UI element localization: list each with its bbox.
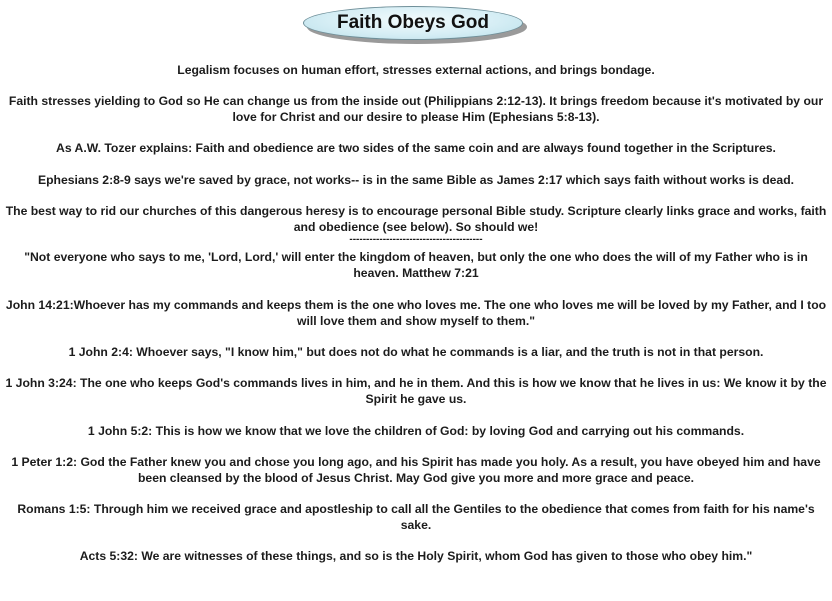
verse-1-peter: 1 Peter 1:2: God the Father knew you and chose you long ago, and his Spirit has made you holy. As a result, you have obeyed him and have been cleansed by the blood of Jesus Christ. May God give you more and more grace and peace. (11, 455, 821, 485)
title-banner (303, 6, 525, 42)
section-divider: ---------------------------------------- (349, 234, 483, 245)
verse-romans: Romans 1:5: Through him we received grace and apostleship to call all the Gentiles to the obedience that comes from faith for his name's sake. (17, 502, 815, 532)
paragraph-faith-stresses: Faith stresses yielding to God so He can change us from the inside out (Philippians 2:12-13). It brings freedom because it's motivated by our love for Christ and our desire to please Him (Ephesians 5:8-13). (8, 94, 824, 124)
verse-matthew: "Not everyone who says to me, 'Lord, Lord,' will enter the kingdom of heaven, but only the one who does the will of my Father who is in heaven. Matthew 7:21 (24, 250, 808, 280)
paragraph-tozer: As A.W. Tozer explains: Faith and obedience are two sides of the same coin and are always found together in the Scriptures. (56, 141, 776, 155)
paragraph-ephesians: Ephesians 2:8-9 says we're saved by grace, not works-- is in the same Bible as James 2:17 which says faith without works is dead. (37, 173, 795, 187)
page-title: Faith Obeys God (303, 6, 523, 40)
verse-1-john-2: 1 John 2:4: Whoever says, "I know him," but does not do what he commands is a liar, and the truth is not in that person. (68, 345, 764, 359)
verse-acts: Acts 5:32: We are witnesses of these things, and so is the Holy Spirit, whom God has given to those who obey him." (79, 549, 753, 563)
paragraph-legalism: Legalism focuses on human effort, stresses external actions, and brings bondage. (177, 63, 655, 77)
paragraph-bible-study: The best way to rid our churches of this dangerous heresy is to encourage personal Bible study. Scripture clearly links grace and works, faith and obedience (see below). So should we! (5, 204, 827, 234)
verse-1-john-5: 1 John 5:2: This is how we know that we love the children of God: by loving God and carrying out his commands. (87, 424, 745, 438)
verse-1-john-3: 1 John 3:24: The one who keeps God's commands lives in him, and he in them. And this is how we know that he lives in us: We know it by the Spirit he gave us. (5, 376, 827, 406)
verse-john-14: John 14:21:Whoever has my commands and keeps them is the one who loves me. The one who loves me will be loved by my Father, and I too will love them and show myself to them." (5, 298, 827, 328)
